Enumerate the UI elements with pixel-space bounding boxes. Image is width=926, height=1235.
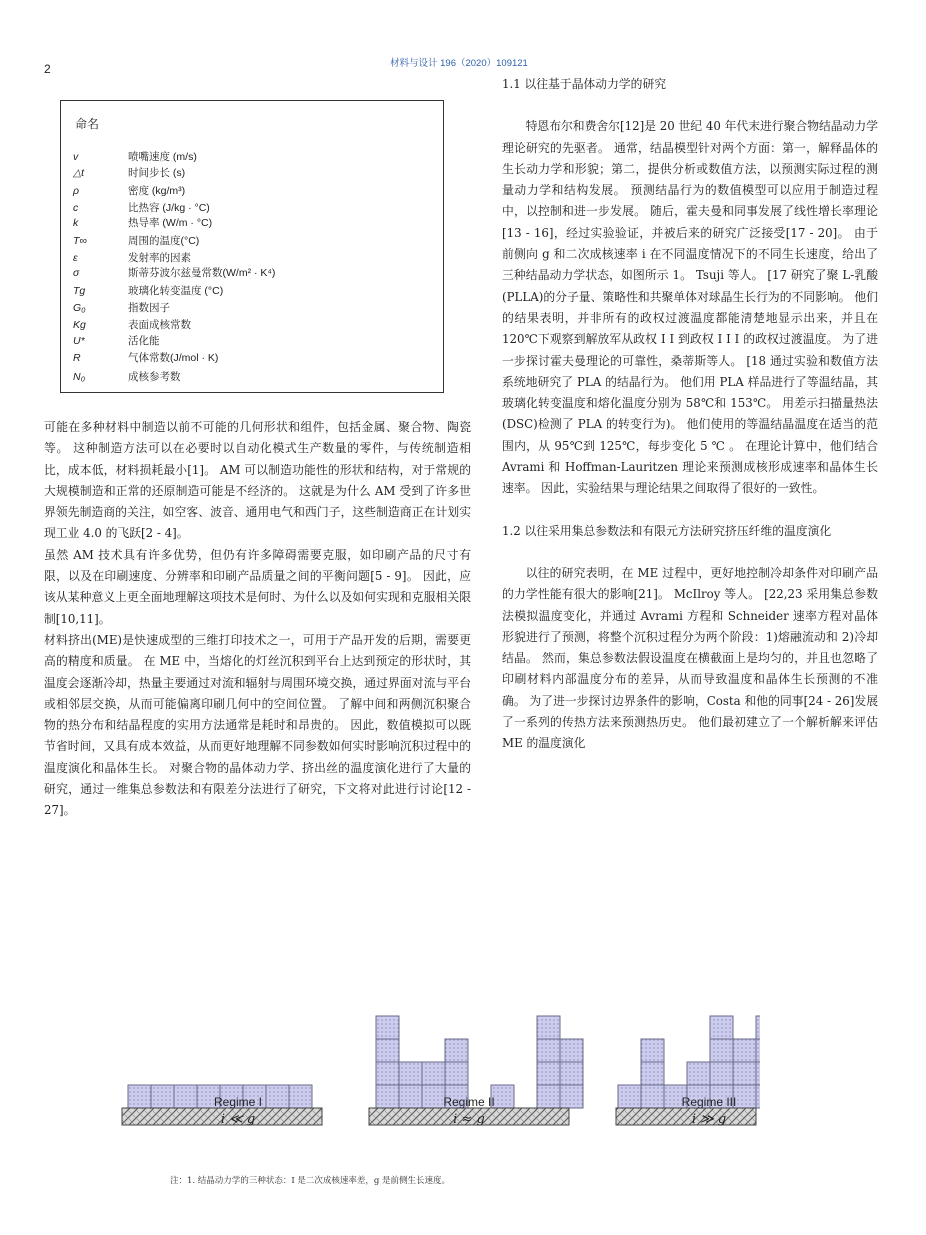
regime-3-label: Regime III [681, 1095, 737, 1109]
nom-definition: 喷嘴速度 (m/s) [128, 151, 197, 163]
left-column [44, 417, 471, 822]
nom-symbol: k [73, 217, 79, 229]
nom-symbol: c [73, 202, 79, 214]
nomenclature-row [73, 165, 185, 180]
nom-definition: 表面成核常数 [128, 319, 191, 331]
page-number: 2 [44, 62, 51, 76]
nom-definition: 指数因子 [128, 302, 170, 314]
nomenclature-row [73, 317, 191, 332]
body-paragraph: 以往的研究表明，在 ME 过程中，更好地控制冷却条件对印刷产品的力学性能有很大的影响[21]。 McIlroy 等人。 [22,23 采用集总参数法模拟温度变化，并通过 Avrami 方程和 Schneider 速率方程对晶体形貌进行了预测，将整个沉积过程分为两个阶段：1)熔融流动和 2)冷却结晶。 然而，集总参数法假设温度在横截面上是均匀的，并且也忽略了印刷材料内部温度分布的差异，从而导致温度和晶体生长预测的不准确。 为了进一步探讨边界条件的影响，Costa 和他的同事[24 - 26]发展了一系列的传热方法来预测热历史。 他们最初建立了一个解析解来评估 ME 的温度演化 [502, 565, 878, 751]
crystal-block [756, 1062, 760, 1085]
body-paragraph: 虽然 AM 技术具有许多优势，但仍有许多障碍需要克服，如印刷产品的尺寸有限，以及在印刷速度、分辨率和印刷产品质量之间的平衡问题[5 - 9]。 因此，应该从某种意义上更全面地理解这项技术是何时、为什么以及如何实现和克服相关限制[10,11]。 [44, 547, 471, 626]
nom-symbol: v [73, 151, 79, 163]
crystal-block [537, 1062, 560, 1085]
nomenclature-row [73, 215, 212, 230]
crystal-block [537, 1085, 560, 1108]
nomenclature-row [73, 350, 218, 365]
nom-symbol: U* [73, 335, 85, 347]
body-paragraph: 可能在多种材料中制造以前不可能的几何形状和组件，包括金属、聚合物、陶瓷等。 这种制造方法可以在必要时以自动化模式生产数量的零件，与传统制造相比，成本低，材料损耗最小[1]。 AM 可以制造功能性的形状和结构，对于常规的大规模制造和正常的还原制造可能是不经济的。 这就是为什么 AM 受到了许多世界领先制造商的关注，如空客、波音、通用电气和西门子，这些制造商正在计划实现工业 4.0 的飞跃[2 - 4]。 [44, 420, 471, 541]
nom-definition: 斯蒂芬波尔兹曼常数(W/m² · K⁴) [128, 267, 276, 279]
crystal-block [733, 1062, 756, 1085]
nomenclature-row [73, 183, 185, 198]
crystal-block [641, 1062, 664, 1085]
crystal-block [537, 1039, 560, 1062]
nomenclature-title: 命名 [75, 117, 100, 131]
right-column [502, 74, 878, 755]
section-heading: 1.1 以往基于晶体动力学的研究 [502, 77, 667, 91]
crystal-block [710, 1062, 733, 1085]
nom-symbol: △t [73, 167, 84, 179]
nom-symbol: Tg [73, 285, 86, 297]
regime-1-label: Regime I [213, 1095, 263, 1109]
crystal-block [445, 1062, 468, 1085]
nom-symbol: Kg [73, 319, 86, 331]
nomenclature-row [73, 250, 191, 265]
nom-symbol: N₀ [73, 371, 86, 383]
regime-3-relation: i ≫ g [691, 1112, 727, 1127]
nom-definition: 热导率 (W/m · °C) [128, 217, 213, 229]
nom-definition: 发射率的因素 [128, 252, 191, 264]
nom-definition: 活化能 [128, 335, 160, 347]
nom-definition: 密度 (kg/m³) [128, 185, 186, 197]
journal-reference[interactable]: 材料与设计 196（2020）109121 [390, 58, 528, 69]
nomenclature-row [73, 283, 223, 298]
regime-1-relation: i ≪ g [220, 1112, 256, 1127]
crystal-block [399, 1062, 422, 1085]
crystal-block [560, 1085, 583, 1108]
crystal-block [710, 1016, 733, 1039]
body-paragraph: 特恩布尔和费舍尔[12]是 20 世纪 40 年代末进行聚合物结晶动力学理论研究的先驱者。 通常，结晶模型针对两个方面：第一，解释晶体的生长动力学和形貌；第二，提供分析或数值方法，以预测实际过程的测量动力学和结构发展。 预测结晶行为的数值模型可以应用于制造过程中，以控制和进一步发展。 随后，霍夫曼和同事发展了线性增长率理论[13 - 16]，经过实验验证，并被后来的研究广泛接受[17 - 20]。 由于前侧向 g 和二次成核速率 i 在不同温度情况下的不同生长速度，给出了三种结晶动力学状态，如图所示 1。 Tsuji 等人。 [17 研究了聚 L-乳酸(PLLA)的分子量、策略性和共聚单体对球晶生长行为的不同影响。 他们的结果表明，并非所有的政权过渡温度都能清楚地显示出来，并且在 120℃下观察到解放军从政权 I I 到政权 I I I 的政权过渡温度。 为了进一步探讨霍夫曼理论的可靠性，桑蒂斯等人。 [18 通过实验和数值方法系统地研究了 PLA 的结晶行为。 他们用 PLA 样品进行了等温结晶，其玻璃化转变温度和熔化温度分别为 58℃和 153℃。 用差示扫描量热法(DSC)检测了 PLA 的转变行为)。 他们使用的等温结晶温度在适当的范围内，从 95℃到 125℃，每步变化 5 ℃ 。 在理论计算中，他们结合 Avrami 和 Hoffman-Lauritzen 理论来预测成核形成速率和晶体生长速率。 因此，实验结果与理论结果之间取得了很好的一致性。 [502, 119, 878, 496]
crystal-block [733, 1039, 756, 1062]
crystal-block [756, 1016, 760, 1039]
nom-symbol: ε [73, 252, 78, 264]
crystal-block [756, 1039, 760, 1062]
crystal-block [376, 1016, 399, 1039]
crystal-block [537, 1016, 560, 1039]
nom-definition: 成核参考数 [128, 371, 181, 383]
crystal-block [687, 1062, 710, 1085]
regime-2-label: Regime II [443, 1095, 495, 1109]
nom-definition: 玻璃化转变温度 (°C) [128, 285, 224, 297]
nomenclature-row [73, 265, 275, 280]
crystal-block [710, 1039, 733, 1062]
crystal-block [376, 1039, 399, 1062]
nom-symbol: ρ [73, 185, 80, 197]
regime-2-relation: i ≈ g [453, 1112, 485, 1127]
crystal-block [560, 1062, 583, 1085]
nom-symbol: G₀ [73, 302, 86, 314]
nomenclature-row [73, 200, 210, 215]
nomenclature-box [60, 100, 444, 393]
crystal-block [376, 1085, 399, 1108]
crystal-block [422, 1062, 445, 1085]
nomenclature-row [73, 369, 181, 384]
section-heading: 1.2 以往采用集总参数法和有限元方法研究挤压纤维的温度演化 [502, 523, 832, 538]
nom-symbol: T∞ [73, 235, 87, 247]
nom-definition: 周围的温度(°C) [128, 235, 200, 247]
nom-symbol: R [73, 352, 81, 364]
crystal-block [618, 1085, 641, 1108]
crystal-block [641, 1039, 664, 1062]
crystal-block [445, 1039, 468, 1062]
crystal-block [128, 1085, 151, 1108]
nom-definition: 比热容 (J/kg · °C) [128, 202, 210, 214]
nom-definition: 气体常数(J/mol · K) [128, 352, 219, 364]
figure-caption: 注：1. 结晶动力学的三种状态：I 是二次成核速率差，g 是前侧生长速度。 [170, 1176, 451, 1186]
crystal-block [560, 1039, 583, 1062]
nom-symbol: σ [73, 267, 80, 279]
body-paragraph: 材料挤出(ME)是快速成型的三维打印技术之一，可用于产品开发的后期，需要更高的精度和质量。 在 ME 中，当熔化的灯丝沉积到平台上达到预定的形状时，其温度会逐渐冷却，热量主要通过对流和辐射与周围环境交换，通过界面对流与平台或相邻层交换，从而可能偏离印刷几何中的空间位置。 了解中间和两侧沉积聚合物的热分布和结晶程度的实用方法通常是耗时和昂贵的。 因此，数值模拟可以既节省时间，又具有成本效益，从而更好地理解不同参数如何实时影响沉积过程中的温度演化和晶体生长。 对聚合物的晶体动力学、挤出丝的温度演化进行了大量的研究，通过一维集总参数法和有限差分法进行了研究，下文将对此进行讨论[12 - 27]。 [44, 632, 471, 818]
nomenclature-row [73, 233, 199, 248]
nomenclature-row [73, 333, 160, 348]
nomenclature-row [73, 300, 170, 315]
crystal-block [151, 1085, 174, 1108]
crystal-block [376, 1062, 399, 1085]
nom-definition: 时间步长 (s) [128, 167, 186, 179]
nomenclature-row [73, 149, 197, 164]
